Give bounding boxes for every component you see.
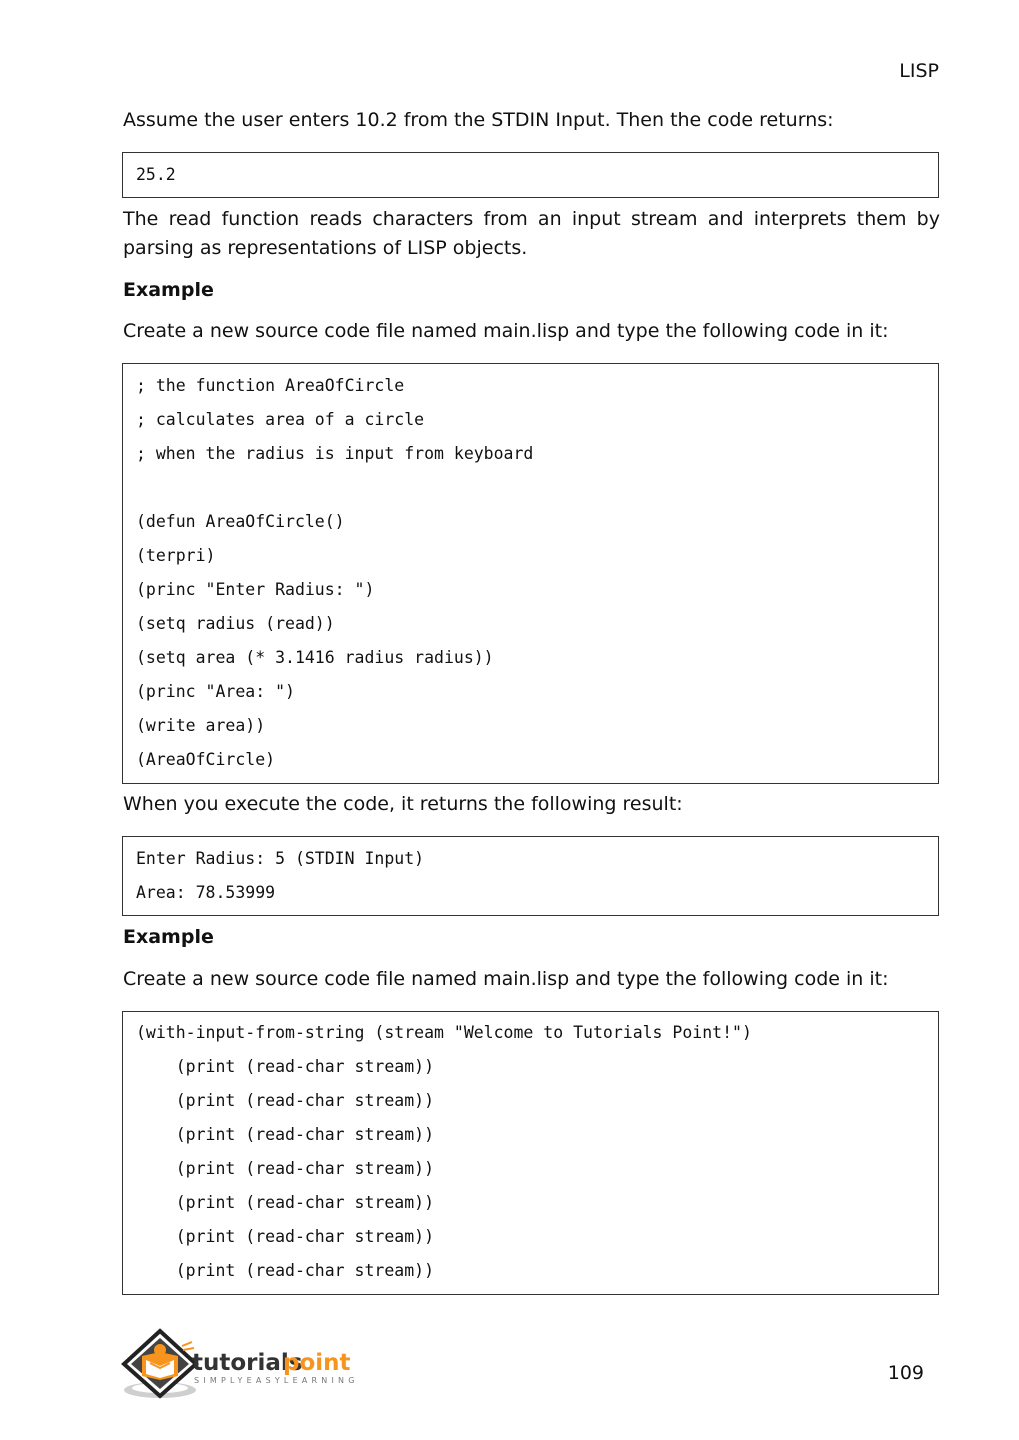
code-line: (terpri) xyxy=(136,546,216,565)
code-line: ; the function AreaOfCircle xyxy=(136,376,405,395)
code-line: Area: 78.53999 xyxy=(136,883,276,902)
code-line: (print (read-char stream)) xyxy=(136,1227,435,1246)
code-box-2 xyxy=(122,1011,939,1295)
code-line: (with-input-from-string (stream "Welcome to Tutorials Point!") xyxy=(136,1023,752,1042)
code-line: Enter Radius: 5 (STDIN Input) xyxy=(136,849,425,868)
intro-text: Assume the user enters 10.2 from the STDIN Input. Then the code returns: xyxy=(123,109,834,131)
output-box-2 xyxy=(122,836,939,916)
logo-text-accent: point xyxy=(283,1350,351,1376)
code-line: (print (read-char stream)) xyxy=(136,1091,435,1110)
code-line: ; calculates area of a circle xyxy=(136,410,425,429)
example-heading-2: Example xyxy=(123,926,214,948)
tutorialspoint-logo xyxy=(120,1328,370,1402)
example-heading-1: Example xyxy=(123,279,214,301)
code-line xyxy=(136,471,925,505)
code-line: (setq area (* 3.1416 radius radius)) xyxy=(136,648,494,667)
logo-tagline: SIMPLYEASYLEARNING xyxy=(194,1376,359,1385)
output-box-1 xyxy=(122,152,939,198)
code-line: (print (read-char stream)) xyxy=(136,1125,435,1144)
code-line: (setq radius (read)) xyxy=(136,614,335,633)
read-description: The read function reads characters from an input stream and interprets them by parsing as representations of LISP objects. xyxy=(123,208,940,259)
logo-text-main: tutorials xyxy=(192,1350,303,1376)
code-line: 25.2 xyxy=(136,165,176,184)
logo-icon xyxy=(120,1328,370,1402)
example-instruction-2: Create a new source code file named main.lisp and type the following code in it: xyxy=(123,968,889,990)
code-box-1 xyxy=(122,363,939,784)
code-line: (print (read-char stream)) xyxy=(136,1193,435,1212)
code-line: (AreaOfCircle) xyxy=(136,750,276,769)
result-intro: When you execute the code, it returns the following result: xyxy=(123,793,683,815)
code-line: (defun AreaOfCircle() xyxy=(136,512,345,531)
code-line: (print (read-char stream)) xyxy=(136,1261,435,1280)
example-instruction-1: Create a new source code file named main.lisp and type the following code in it: xyxy=(123,320,889,342)
code-line: (print (read-char stream)) xyxy=(136,1057,435,1076)
code-line: ; when the radius is input from keyboard xyxy=(136,444,534,463)
code-line: (print (read-char stream)) xyxy=(136,1159,435,1178)
code-line: (princ "Area: ") xyxy=(136,682,295,701)
section-header: LISP xyxy=(899,60,939,82)
code-line: (princ "Enter Radius: ") xyxy=(136,580,375,599)
code-line: (write area)) xyxy=(136,716,266,735)
page-number: 109 xyxy=(887,1362,924,1384)
